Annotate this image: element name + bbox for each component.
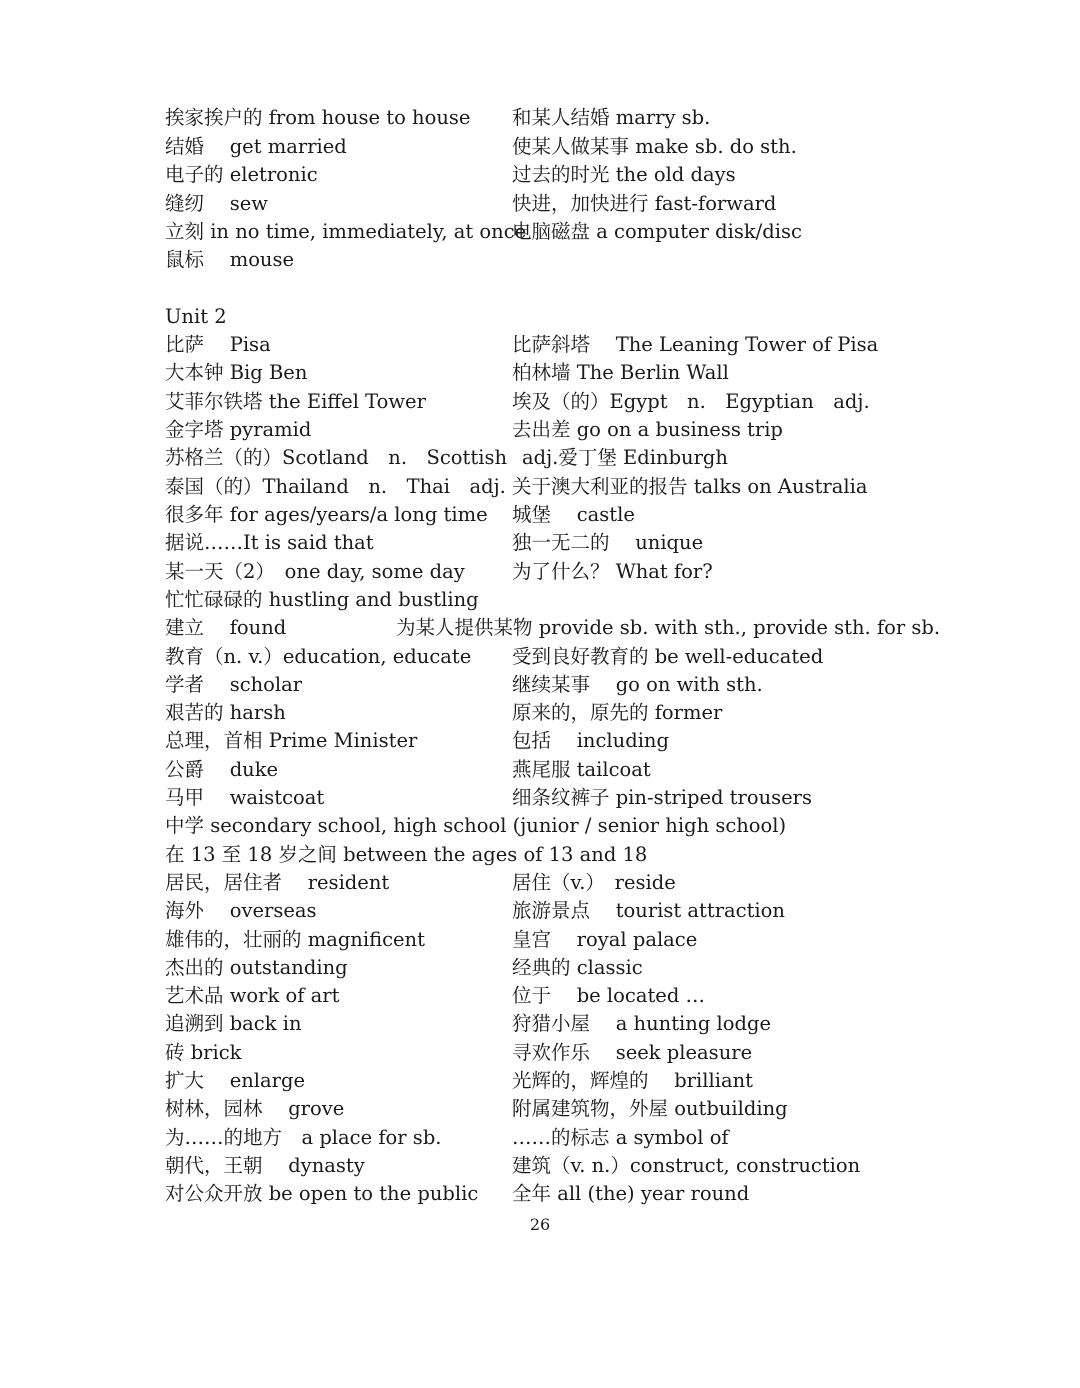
vocab-entry: 马甲 waistcoat (165, 786, 325, 809)
vocab-entry: 继续某事 go on with sth. (512, 673, 763, 696)
vocab-entry: 电脑磁盘 a computer disk/disc (512, 220, 802, 243)
vocab-entry: 在 13 至 18 岁之间 between the ages of 13 and 18 (165, 843, 648, 866)
vocab-entry: 艺术品 work of art (165, 984, 340, 1007)
vocab-entry: 艾菲尔铁塔 the Eiffel Tower (165, 390, 426, 413)
vocab-entry: ……的标志 a symbol of (512, 1126, 729, 1149)
vocab-entry: adj.爱丁堡 Edinburgh (522, 446, 728, 469)
vocab-entry: 燕尾服 tailcoat (512, 758, 651, 781)
vocab-entry: 原来的，原先的 former (512, 701, 723, 724)
vocab-entry: 旅游景点 tourist attraction (512, 899, 785, 922)
vocab-entry: 皇宫 royal palace (512, 928, 698, 951)
vocab-entry: 杰出的 outstanding (165, 956, 348, 979)
vocab-entry: 建立 found (165, 616, 287, 639)
vocab-entry: 中学 secondary school, high school (junior / senior high school) (165, 814, 787, 837)
vocab-entry: 寻欢作乐 seek pleasure (512, 1041, 753, 1064)
vocab-entry: 雄伟的，壮丽的 magnificent (165, 928, 425, 951)
vocab-entry: 某一天（2） one day, some day (165, 560, 465, 583)
vocab-entry: 缝纫 sew (165, 192, 268, 215)
vocab-entry: 使某人做某事 make sb. do sth. (512, 135, 797, 158)
vocab-entry: 电子的 eletronic (165, 163, 318, 186)
vocab-entry: 朝代，王朝 dynasty (165, 1154, 365, 1177)
vocab-entry: 学者 scholar (165, 673, 303, 696)
vocab-entry: 包括 including (512, 729, 669, 752)
vocab-entry: 立刻 in no time, immediately, at once (165, 220, 527, 243)
page-number: 26 (529, 1215, 551, 1234)
vocab-entry: 经典的 classic (512, 956, 643, 979)
vocab-entry: 大本钟 Big Ben (165, 361, 308, 384)
vocab-entry: 海外 overseas (165, 899, 317, 922)
vocab-entry: 忙忙碌碌的 hustling and bustling (165, 588, 479, 611)
vocab-entry: 柏林墙 The Berlin Wall (512, 361, 729, 384)
vocab-entry: 比萨 Pisa (165, 333, 271, 356)
vocab-entry: 受到良好教育的 be well-educated (512, 645, 824, 668)
vocab-entry: 金字塔 pyramid (165, 418, 312, 441)
vocab-entry: 全年 all (the) year round (512, 1182, 750, 1205)
vocab-entry: 城堡 castle (512, 503, 635, 526)
vocab-entry: 建筑（v. n.）construct, construction (512, 1154, 861, 1177)
vocab-entry: 附属建筑物，外屋 outbuilding (512, 1097, 788, 1120)
vocab-entry: 追溯到 back in (165, 1012, 302, 1035)
vocab-entry: 总理，首相 Prime Minister (165, 729, 418, 752)
vocab-entry: 很多年 for ages/years/a long time (165, 503, 488, 526)
vocab-entry: 教育（n. v.）education, educate (165, 645, 472, 668)
vocab-entry: 树林，园林 grove (165, 1097, 345, 1120)
vocab-entry: 为某人提供某物 provide sb. with sth., provide sth. for sb. (396, 616, 941, 639)
vocab-entry: 光辉的，辉煌的 brilliant (512, 1069, 753, 1092)
vocab-entry: 去出差 go on a business trip (512, 418, 783, 441)
unit-heading: Unit 2 (165, 305, 227, 328)
vocab-entry: 砖 brick (165, 1041, 242, 1064)
vocab-entry: 快进，加快进行 fast-forward (512, 192, 777, 215)
vocab-entry: 公爵 duke (165, 758, 279, 781)
vocab-entry: 位于 be located … (512, 984, 706, 1007)
vocab-entry: 挨家挨户的 from house to house (165, 106, 471, 129)
vocab-entry: 细条纹裤子 pin-striped trousers (512, 786, 813, 809)
vocab-entry: 鼠标 mouse (165, 248, 295, 271)
vocab-entry: 据说……It is said that (165, 531, 374, 554)
vocab-entry: 艰苦的 harsh (165, 701, 286, 724)
vocab-entry: 独一无二的 unique (512, 531, 704, 554)
vocab-entry: 和某人结婚 marry sb. (512, 106, 711, 129)
vocab-entry: 狩猎小屋 a hunting lodge (512, 1012, 771, 1035)
vocab-entry: 扩大 enlarge (165, 1069, 306, 1092)
vocab-entry: 为了什么？ What for? (512, 560, 713, 583)
vocab-entry: 居民，居住者 resident (165, 871, 390, 894)
vocab-entry: 居住（v.） reside (512, 871, 676, 894)
vocab-entry: 苏格兰（的）Scotland n. Scottish (165, 446, 508, 469)
vocab-entry: 对公众开放 be open to the public (165, 1182, 479, 1205)
vocab-entry: 埃及（的）Egypt n. Egyptian adj. (512, 390, 870, 413)
vocab-entry: 关于澳大利亚的报告 talks on Australia (512, 475, 868, 498)
vocab-entry: 泰国（的）Thailand n. Thai adj. (165, 475, 506, 498)
vocab-entry: 结婚 get married (165, 135, 347, 158)
vocab-entry: 为……的地方 a place for sb. (165, 1126, 442, 1149)
vocab-entry: 过去的时光 the old days (512, 163, 736, 186)
vocab-entry: 比萨斜塔 The Leaning Tower of Pisa (512, 333, 879, 356)
